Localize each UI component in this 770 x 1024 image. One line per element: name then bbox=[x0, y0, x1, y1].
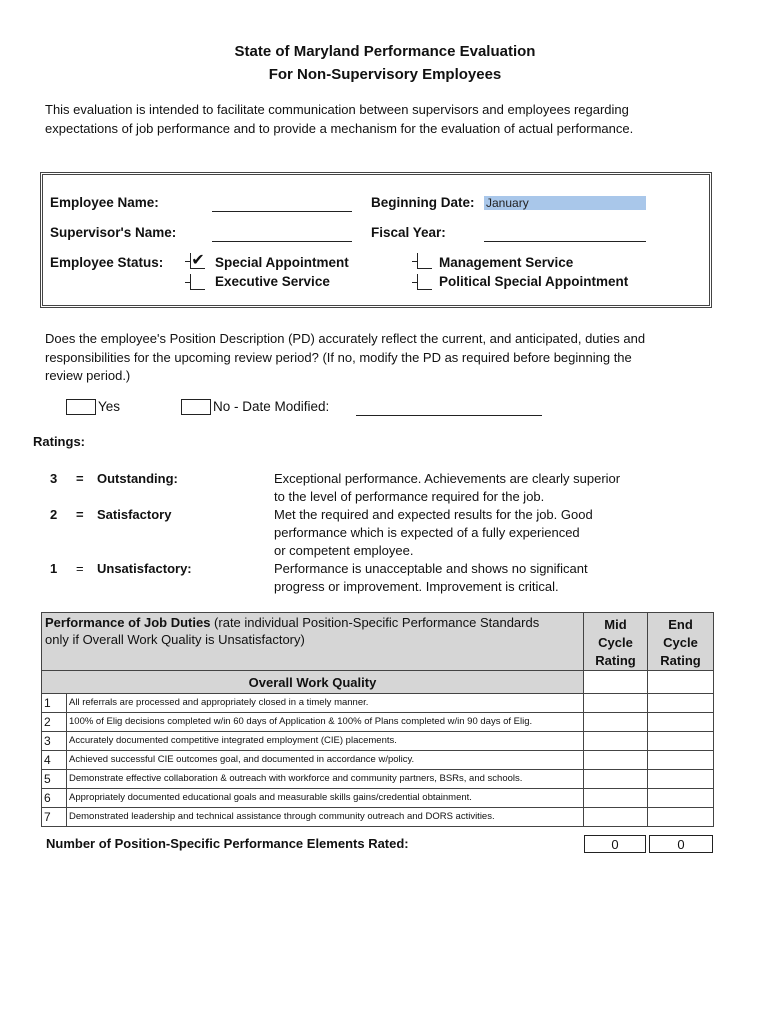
pd-yes-label: Yes bbox=[98, 399, 121, 414]
table-row: 4 Achieved successful CIE outcomes goal, and documented in accordance w/policy. bbox=[42, 751, 714, 770]
rating-2-description-line1: Met the required and expected results for the job. Good bbox=[274, 507, 593, 522]
end-rating-cell[interactable] bbox=[648, 789, 714, 808]
overall-end-rating-cell[interactable] bbox=[648, 671, 714, 694]
pd-no-checkbox[interactable] bbox=[181, 399, 211, 415]
special-appointment-checkbox[interactable]: ✔ bbox=[191, 252, 205, 269]
rating-2-description-line2: performance which is expected of a fully experienced bbox=[274, 525, 580, 540]
rating-1-description-line2: progress or improvement. Improvement is critical. bbox=[274, 579, 559, 594]
management-service-checkbox[interactable] bbox=[417, 253, 432, 269]
end-cycle-count: 0 bbox=[649, 835, 713, 853]
end-rating-cell[interactable] bbox=[648, 751, 714, 770]
pd-question: Does the employee's Position Description (PD) accurately reflect the current, and anticipated, duties and responsibilities for the upcoming review period? (If no, modify the PD as required before beginning the review period.) bbox=[45, 331, 646, 383]
employee-status-label: Employee Status: bbox=[50, 255, 164, 270]
form-subtitle: For Non-Supervisory Employees bbox=[268, 66, 502, 83]
fiscal-year-label: Fiscal Year: bbox=[371, 225, 446, 240]
employee-name-field[interactable] bbox=[212, 199, 352, 212]
end-rating-cell[interactable] bbox=[648, 732, 714, 751]
beginning-date-input[interactable]: January bbox=[484, 196, 646, 210]
political-special-appointment-checkbox[interactable] bbox=[417, 274, 432, 290]
intro-paragraph: This evaluation is intended to facilitate communication between supervisors and employees regarding expectations of job performance and to provide a mechanism for the evaluation of actual performance. bbox=[45, 102, 634, 136]
end-cycle-rating-header: End Cycle Rating bbox=[648, 613, 714, 671]
overall-mid-rating-cell[interactable] bbox=[584, 671, 648, 694]
rating-1-description-line1: Performance is unacceptable and shows no significant bbox=[274, 561, 588, 576]
end-rating-cell[interactable] bbox=[648, 713, 714, 732]
mid-rating-cell[interactable] bbox=[584, 789, 648, 808]
mid-cycle-count: 0 bbox=[584, 835, 646, 853]
executive-service-checkbox[interactable] bbox=[190, 274, 205, 290]
pd-no-label: No - Date Modified: bbox=[213, 399, 330, 414]
ratings-heading: Ratings: bbox=[33, 434, 85, 449]
rating-2-equals: = bbox=[76, 507, 84, 522]
mid-rating-cell[interactable] bbox=[584, 770, 648, 789]
executive-service-label: Executive Service bbox=[215, 274, 330, 289]
beginning-date-label: Beginning Date: bbox=[371, 195, 475, 210]
supervisor-name-field[interactable] bbox=[212, 229, 352, 242]
table-row: 5 Demonstrate effective collaboration & outreach with workforce and community partners, BSRs, and schools. bbox=[42, 770, 714, 789]
form-title: State of Maryland Performance Evaluation bbox=[234, 43, 536, 60]
rating-2-number: 2 bbox=[50, 507, 58, 522]
table-row: 6 Appropriately documented educational goals and measurable skills gains/credential obtainment. bbox=[42, 789, 714, 808]
mid-cycle-rating-header: Mid Cycle Rating bbox=[584, 613, 648, 671]
end-rating-cell[interactable] bbox=[648, 808, 714, 827]
rating-1-equals: = bbox=[76, 561, 84, 576]
performance-header: Performance of Job Duties (rate individual Position-Specific Performance Standards only if Overall Work Quality is Unsatisfactory) bbox=[42, 613, 584, 671]
table-row: 7 Demonstrated leadership and technical assistance through community outreach and DORS activities. bbox=[42, 808, 714, 827]
mid-rating-cell[interactable] bbox=[584, 808, 648, 827]
rating-3-description-line1: Exceptional performance. Achievements are clearly superior bbox=[274, 471, 621, 486]
rating-3-description-line2: to the level of performance required for the job. bbox=[274, 489, 545, 504]
management-service-label: Management Service bbox=[439, 255, 574, 270]
political-special-appointment-label: Political Special Appointment bbox=[439, 274, 629, 289]
fiscal-year-field[interactable] bbox=[484, 229, 646, 242]
rating-2-description-line3: or competent employee. bbox=[274, 543, 414, 558]
end-rating-cell[interactable] bbox=[648, 694, 714, 713]
mid-rating-cell[interactable] bbox=[584, 713, 648, 732]
rating-3-name: Outstanding: bbox=[97, 471, 178, 486]
mid-rating-cell[interactable] bbox=[584, 732, 648, 751]
mid-rating-cell[interactable] bbox=[584, 751, 648, 770]
mid-rating-cell[interactable] bbox=[584, 694, 648, 713]
table-row: 1 All referrals are processed and appropriately closed in a timely manner. bbox=[42, 694, 714, 713]
special-appointment-label: Special Appointment bbox=[215, 255, 349, 270]
rating-2-name: Satisfactory bbox=[97, 507, 172, 522]
end-rating-cell[interactable] bbox=[648, 770, 714, 789]
rating-1-number: 1 bbox=[50, 561, 58, 576]
date-modified-field[interactable] bbox=[356, 403, 542, 416]
rating-3-equals: = bbox=[76, 471, 84, 486]
table-row: 3 Accurately documented competitive integrated employment (CIE) placements. bbox=[42, 732, 714, 751]
supervisor-name-label: Supervisor's Name: bbox=[50, 225, 177, 240]
table-row: 2 100% of Elig decisions completed w/in 60 days of Application & 100% of Plans completed w/in 90 days of Elig. bbox=[42, 713, 714, 732]
pd-yes-checkbox[interactable] bbox=[66, 399, 96, 415]
elements-rated-label: Number of Position-Specific Performance Elements Rated: bbox=[46, 836, 409, 851]
performance-table bbox=[41, 612, 714, 827]
overall-work-quality-heading: Overall Work Quality bbox=[42, 671, 584, 694]
rating-3-number: 3 bbox=[50, 471, 58, 486]
rating-1-name: Unsatisfactory: bbox=[97, 561, 192, 576]
employee-name-label: Employee Name: bbox=[50, 195, 159, 210]
